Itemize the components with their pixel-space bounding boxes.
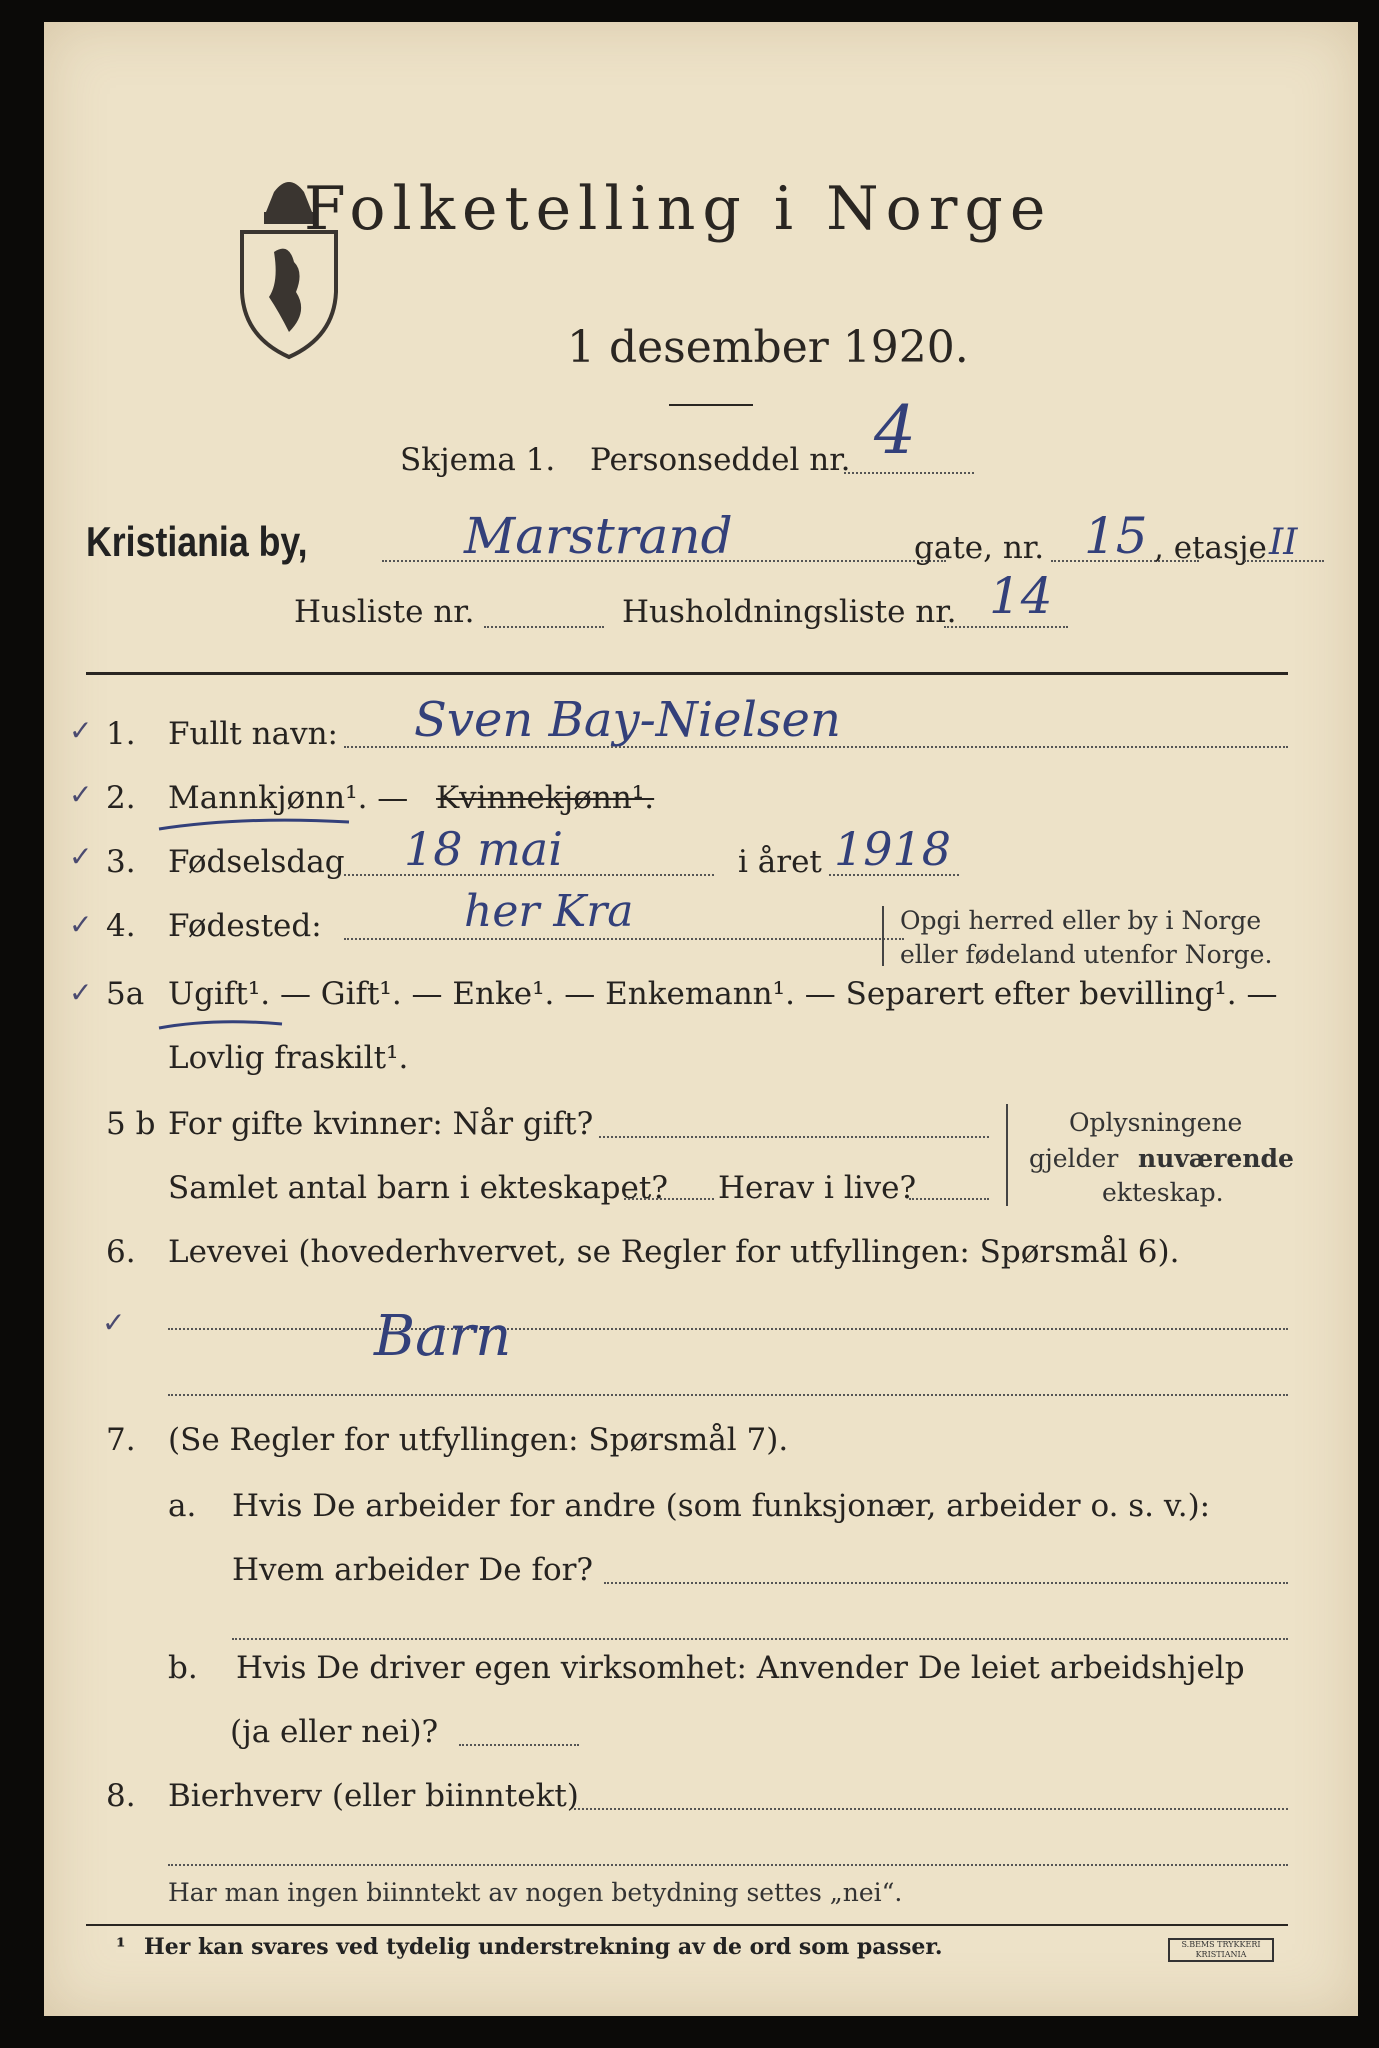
census-form: [44, 22, 1358, 2016]
q5b-number: 5 b: [106, 1106, 156, 1142]
husholdning-line: [944, 626, 1068, 628]
q2-number: 2.: [106, 780, 136, 816]
q6-label: Levevei (hovederhvervet, se Regler for utfyllingen: Spørsmål 6).: [168, 1234, 1180, 1270]
q5b-note-1: Oplysningene: [1069, 1108, 1243, 1137]
q7-label: (Se Regler for utfyllingen: Spørsmål 7).: [168, 1422, 789, 1458]
check-mark-icon: ✓: [69, 714, 93, 747]
q5b-line-1: [599, 1136, 989, 1138]
schema-label: Skjema 1.: [400, 442, 556, 478]
check-mark-icon: ✓: [69, 908, 93, 941]
check-mark-icon: ✓: [69, 976, 93, 1009]
q5a-number: 5a: [106, 976, 145, 1012]
birth-year-value[interactable]: 1918: [834, 822, 952, 876]
birthday-value[interactable]: 18 mai: [404, 822, 563, 876]
q7b-text: Hvis De driver egen virksomhet: Anvender De leiet arbeidshjelp: [236, 1650, 1245, 1686]
q3-year-label: i året: [738, 844, 822, 880]
q7a-text-2: Hvem arbeider De for?: [232, 1552, 594, 1588]
printer-stamp: S.BEMS TRYKKERI KRISTIANIA: [1168, 1938, 1274, 1962]
q5b-label-3: Herav i live?: [718, 1170, 917, 1206]
etasje-label: , etasje: [1154, 530, 1267, 566]
footer-rule: [86, 1924, 1288, 1926]
husholdning-label: Husholdningsliste nr.: [622, 594, 957, 630]
q5a-options: Ugift¹. — Gift¹. — Enke¹. — Enkemann¹. — Separert efter bevilling¹. —: [168, 976, 1278, 1012]
q5b-note-2: gjelder: [1029, 1144, 1119, 1173]
q5b-line-3: [909, 1198, 989, 1200]
gate-label: gate, nr.: [914, 530, 1045, 566]
husliste-line: [484, 626, 604, 628]
q4-number: 4.: [106, 908, 136, 944]
q3-label: Fødselsdag: [168, 844, 345, 880]
check-mark-icon: ✓: [69, 778, 93, 811]
q7a-text: Hvis De arbeider for andre (som funksjonær, arbeider o. s. v.):: [232, 1488, 1211, 1524]
q5b-note-3: ekteskap.: [1102, 1178, 1224, 1207]
q8-line-1: [574, 1808, 1288, 1810]
house-number-value[interactable]: 15: [1084, 507, 1148, 565]
q2-male: Mannkjønn¹. —: [168, 780, 409, 816]
q4-line: [344, 938, 904, 940]
full-name-value[interactable]: Sven Bay-Nielsen: [414, 692, 841, 748]
underline-mark: [154, 814, 354, 834]
q2-female: Kvinnekjønn¹.: [436, 780, 655, 816]
husholdning-value[interactable]: 14: [989, 567, 1053, 625]
occupation-value[interactable]: Barn: [374, 1304, 512, 1369]
q7b-letter: b.: [168, 1650, 198, 1686]
street-value[interactable]: Marstrand: [464, 507, 733, 565]
q7b-text-2: (ja eller nei)?: [230, 1714, 439, 1750]
q8-number: 8.: [106, 1778, 136, 1814]
birthplace-value[interactable]: her Kra: [464, 886, 634, 937]
q7a-line-2: [232, 1638, 1288, 1640]
q8-label: Bierhverv (eller biinntekt): [168, 1778, 579, 1814]
q5b-label-1: For gifte kvinner: Når gift?: [168, 1106, 594, 1142]
check-mark-icon: ✓: [102, 1306, 126, 1339]
header-rule: [86, 672, 1288, 675]
q7a-letter: a.: [168, 1488, 197, 1524]
footnote: Her kan svares ved tydelig understrekning av de ord som passer.: [144, 1934, 943, 1960]
check-mark-icon: ✓: [69, 840, 93, 873]
q5b-line-2: [624, 1198, 714, 1200]
q5a-options-2: Lovlig fraskilt¹.: [168, 1040, 409, 1076]
q3-number: 3.: [106, 844, 136, 880]
q7b-line: [459, 1744, 579, 1746]
q5b-note-2b: nuværende: [1138, 1144, 1294, 1173]
husliste-label: Husliste nr.: [294, 594, 475, 630]
q7a-line-1: [604, 1582, 1288, 1584]
q7-number: 7.: [106, 1422, 136, 1458]
q1-label: Fullt navn:: [168, 716, 338, 752]
form-title: Folketelling i Norge: [304, 174, 1053, 244]
footnote-mark: ¹: [116, 1934, 126, 1960]
q4-note-1: Opgi herred eller by i Norge: [900, 906, 1262, 935]
brace: [882, 906, 884, 966]
q4-label: Fødested:: [168, 908, 322, 944]
q6-line-2: [168, 1394, 1288, 1396]
q6-number: 6.: [106, 1234, 136, 1270]
census-date: 1 desember 1920.: [567, 322, 969, 373]
q8-line-2: [168, 1864, 1288, 1866]
personseddel-line: [844, 472, 974, 474]
etasje-value[interactable]: II: [1269, 522, 1298, 563]
personseddel-value[interactable]: 4: [874, 392, 916, 469]
city-label: Kristiania by,: [86, 518, 308, 565]
personseddel-label: Personseddel nr.: [590, 442, 851, 478]
q5b-label-2: Samlet antal barn i ekteskapet?: [168, 1170, 668, 1206]
underline-mark: [154, 1014, 294, 1034]
q1-number: 1.: [106, 716, 136, 752]
biinntekt-note: Har man ingen biinntekt av nogen betydning settes „nei“.: [168, 1878, 903, 1907]
brace: [1006, 1104, 1008, 1206]
q4-note-2: eller fødeland utenfor Norge.: [900, 940, 1273, 969]
q6-line-1: [168, 1328, 1288, 1330]
divider: [669, 404, 753, 406]
